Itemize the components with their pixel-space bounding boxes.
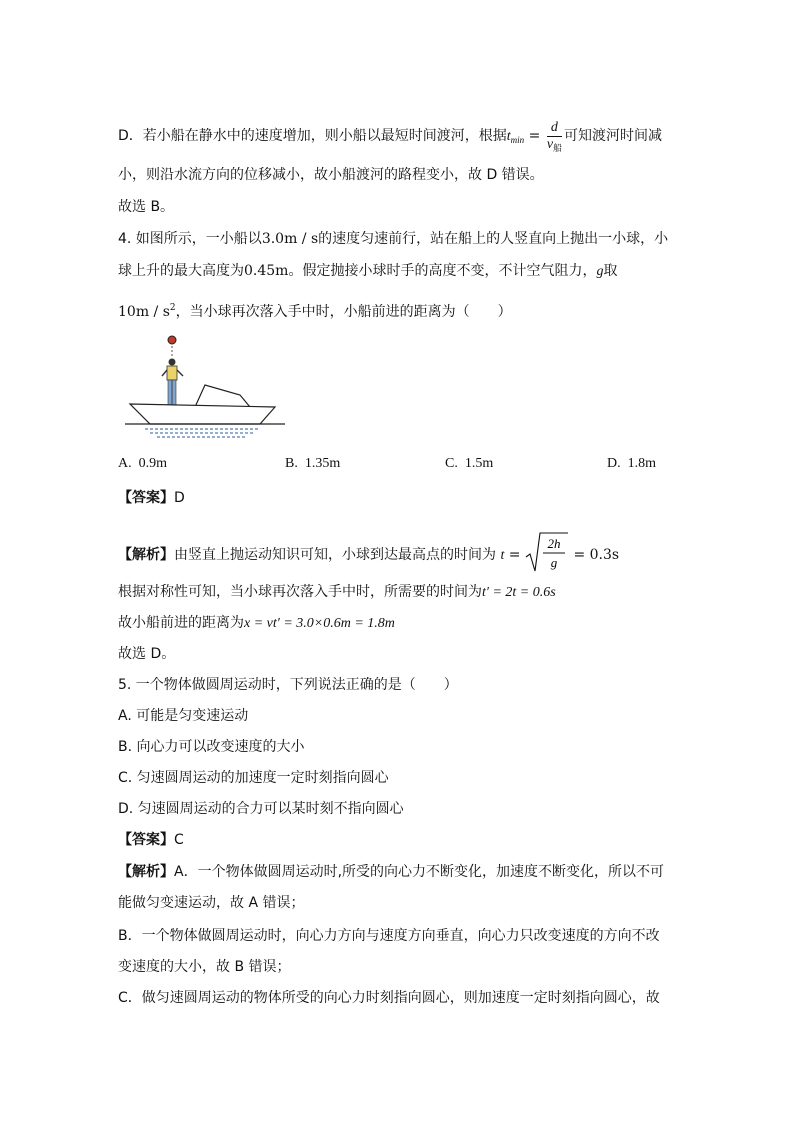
- analysis-text-3: 故小船前进的距离为: [118, 615, 244, 631]
- q4-option-a[interactable]: A. 0.9m: [118, 456, 168, 471]
- t-result: = 0.3s: [573, 547, 620, 563]
- formula-distance: x = vt′ = 3.0×0.6m = 1.8m: [244, 616, 395, 631]
- d-over-v-fraction: [547, 120, 562, 156]
- boat-figure: [125, 330, 285, 440]
- q3-option-d-line1: [118, 118, 662, 154]
- q4-stem-line2: [118, 261, 617, 282]
- t-symbol: t: [500, 548, 505, 563]
- analysis-tag: 【解析】: [118, 864, 174, 880]
- q4-conclusion: 故选 D。: [118, 646, 176, 662]
- boat-hull: [130, 404, 275, 424]
- q3-d-text-a: D．若小船在静水中的速度增加，则小船以最短时间渡河，根据: [118, 128, 507, 144]
- analysis-text: 由竖直上抛运动知识可知，小球到达最高点的时间为: [174, 547, 496, 563]
- analysis-tag: 【解析】: [118, 547, 174, 563]
- fraction-numerator: d: [547, 120, 562, 137]
- q4-speed: 3.0m / s: [261, 231, 319, 247]
- q4-analysis-line1: [118, 533, 619, 577]
- water-ripples: [145, 429, 260, 437]
- q4-stem-e: 取: [603, 263, 618, 279]
- q4-analysis-line3: [118, 613, 395, 634]
- q5-analysis-a2: 能做匀变速运动，故 A 错误；: [118, 895, 305, 911]
- q5-analysis-a1: [118, 862, 664, 882]
- q5-analysis-c1: C．做匀速圆周运动的物体所受的向心力时刻指向圆心，则加速度一定时刻指向圆心，故: [118, 990, 660, 1006]
- sqrt-expression: [525, 531, 569, 575]
- sqrt-denominator: g: [550, 555, 558, 570]
- q3-d-text-b: 可知渡河时间减: [564, 128, 663, 144]
- q4-stem-line3: [118, 298, 512, 322]
- q4-answer: [118, 488, 185, 508]
- q4-option-d[interactable]: D. 1.8m: [607, 456, 657, 471]
- formula-t-prime: t′ = 2t = 0.6s: [482, 585, 556, 600]
- q4-stem-line1: [118, 229, 668, 249]
- answer-tag: 【答案】: [118, 832, 174, 848]
- q4-analysis-line2: [118, 582, 556, 603]
- q5-analysis-b2: 变速度的大小，故 B 错误；: [118, 959, 291, 975]
- q4-stem-f: ，当小球再次落入手中时，小船前进的距离为（ ）: [175, 304, 512, 320]
- q4-stem-d: 。假定抛接小球时手的高度不变，不计空气阻力，: [288, 263, 597, 279]
- q3-option-d-line2: 小，则沿水流方向的位移减小，故小船渡河的路程变小，故 D 错误。: [118, 167, 544, 183]
- analysis-text-2: 根据对称性可知，当小球再次落入手中时，所需要的时间为: [118, 584, 482, 600]
- q4-stem-b: 的速度匀速前行，站在船上的人竖直向上抛出一小球，小: [318, 231, 669, 247]
- q3-conclusion: 故选 B。: [118, 199, 175, 215]
- equals-sign: =: [508, 547, 521, 563]
- q5-option-c[interactable]: C. 匀速圆周运动的加速度一定时刻指向圆心: [118, 770, 389, 786]
- q5-option-d[interactable]: D. 匀速圆周运动的合力可以某时刻不指向圆心: [118, 801, 404, 817]
- q4-option-b[interactable]: B. 1.35m: [285, 456, 341, 471]
- answer-tag: 【答案】: [118, 490, 174, 506]
- q5-option-b[interactable]: B. 向心力可以改变速度的大小: [118, 739, 305, 755]
- q5-answer: [118, 830, 184, 850]
- answer-value: D: [174, 490, 185, 506]
- q4-option-c[interactable]: C. 1.5m: [445, 456, 494, 471]
- answer-value: C: [174, 832, 184, 848]
- equals-sign: =: [528, 128, 541, 144]
- sqrt-sign: [525, 531, 569, 575]
- boat-cabin: [195, 385, 250, 407]
- person-figure: [162, 359, 183, 408]
- q4-stem-c: 球上升的最大高度为: [118, 263, 244, 279]
- fraction-denominator: $v_船$: [546, 137, 563, 153]
- q5-analysis-b1: B．一个物体做圆周运动时，向心力方向与速度方向垂直，向心力只改变速度的方向不改: [118, 928, 660, 944]
- q5-option-a[interactable]: A. 可能是匀变速运动: [118, 708, 249, 724]
- sqrt-numerator: 2h: [547, 536, 561, 551]
- q4-g-value: $10m / s^2$: [118, 303, 176, 320]
- q4-height: 0.45m: [244, 263, 289, 279]
- t-min-symbol: $t_{min}$: [506, 129, 525, 145]
- analysis-a-text: A．一个物体做圆周运动时,所受的向心力不断变化，加速度不断变化，所以不可: [174, 864, 665, 880]
- g-symbol: g: [596, 264, 604, 279]
- ball: [168, 336, 176, 344]
- q5-stem: 5. 一个物体做圆周运动时，下列说法正确的是（ ）: [118, 677, 458, 693]
- q4-stem-a: 4. 如图所示，一小船以: [118, 231, 262, 247]
